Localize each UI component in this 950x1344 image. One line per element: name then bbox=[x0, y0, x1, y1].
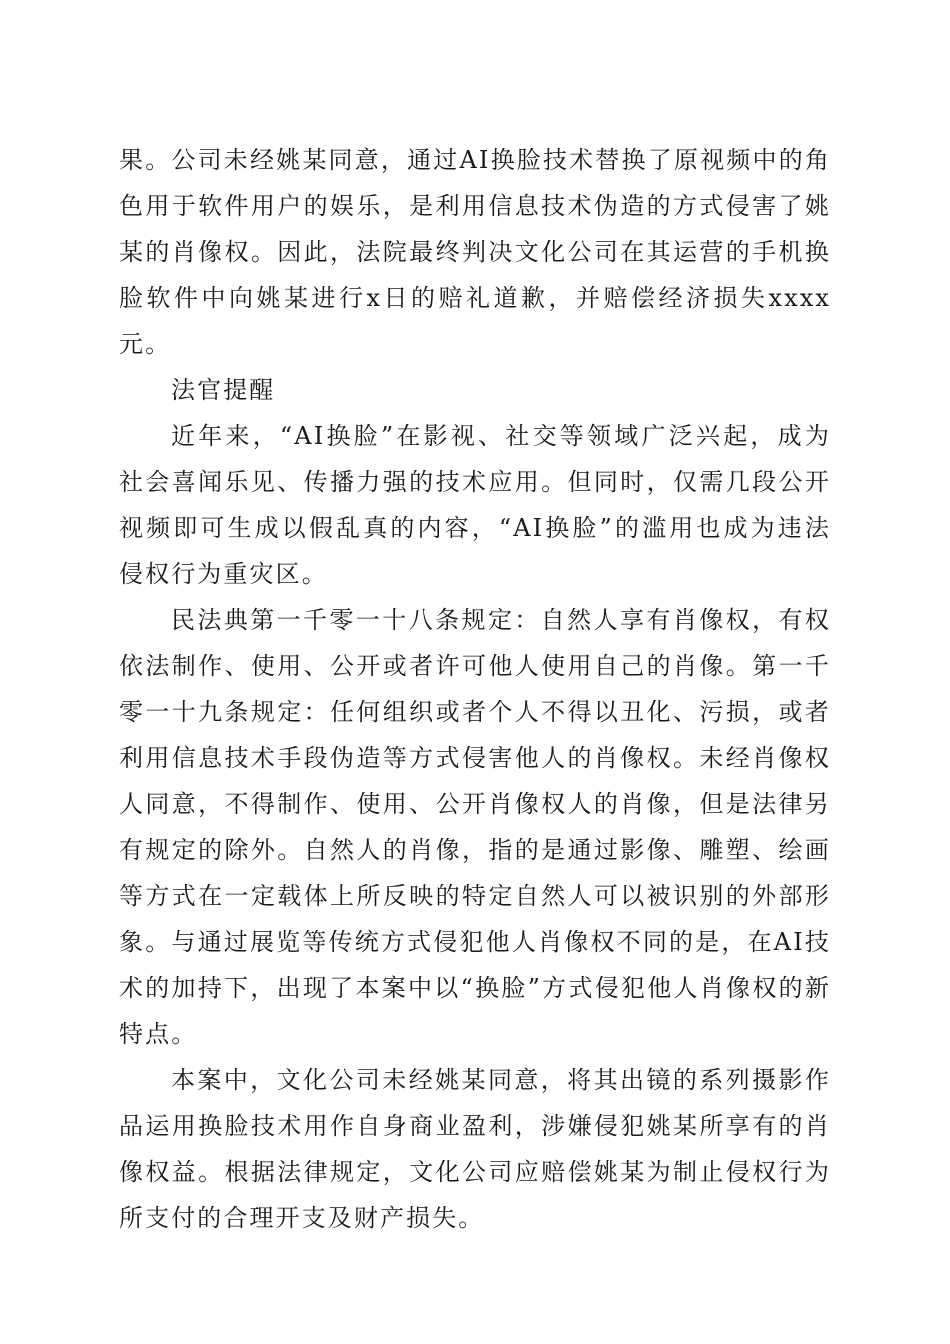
section-heading-judge-reminder: 法官提醒 bbox=[171, 376, 276, 404]
paragraph-case-conclusion: 本案中，文化公司未经姚某同意，将其出镜的系列摄影作品运用换脸技术用作自身商业盈利，涉嫌侵犯姚某所享有的肖像权益。根据法律规定，文化公司应赔偿姚某为制止侵权行为所支付的合理开支及财产损失。 bbox=[119, 1066, 831, 1232]
paragraph-ai-faceswap-intro: 近年来，“AI换脸”在影视、社交等领域广泛兴起，成为社会喜闻乐见、传播力强的技术应用。但同时，仅需几段公开视频即可生成以假乱真的内容，“AI换脸”的滥用也成为违法侵权行为重灾区。 bbox=[119, 422, 831, 588]
paragraph-civil-code-provisions: 民法典第一千零一十八条规定：自然人享有肖像权，有权依法制作、使用、公开或者许可他人使用自己的肖像。第一千零一十九条规定：任何组织或者个人不得以丑化、污损，或者利用信息技术手段伪造等方式侵害他人的肖像权。未经肖像权人同意，不得制作、使用、公开肖像权人的肖像，但是法律另有规定的除外。自然人的肖像，指的是通过影像、雕塑、绘画等方式在一定载体上所反映的特定自然人可以被识别的外部形象。与通过展览等传统方式侵犯他人肖像权不同的是，在AI技术的加持下，出现了本案中以“换脸”方式侵犯他人肖像权的新特点。 bbox=[119, 606, 831, 1048]
paragraph-judgment-continuation: 果。公司未经姚某同意，通过AI换脸技术替换了原视频中的角色用于软件用户的娱乐，是利用信息技术伪造的方式侵害了姚某的肖像权。因此，法院最终判决文化公司在其运营的手机换脸软件中向姚某进行x日的赔礼道歉，并赔偿经济损失xxxx元。 bbox=[119, 146, 831, 358]
document-page bbox=[119, 137, 831, 1241]
